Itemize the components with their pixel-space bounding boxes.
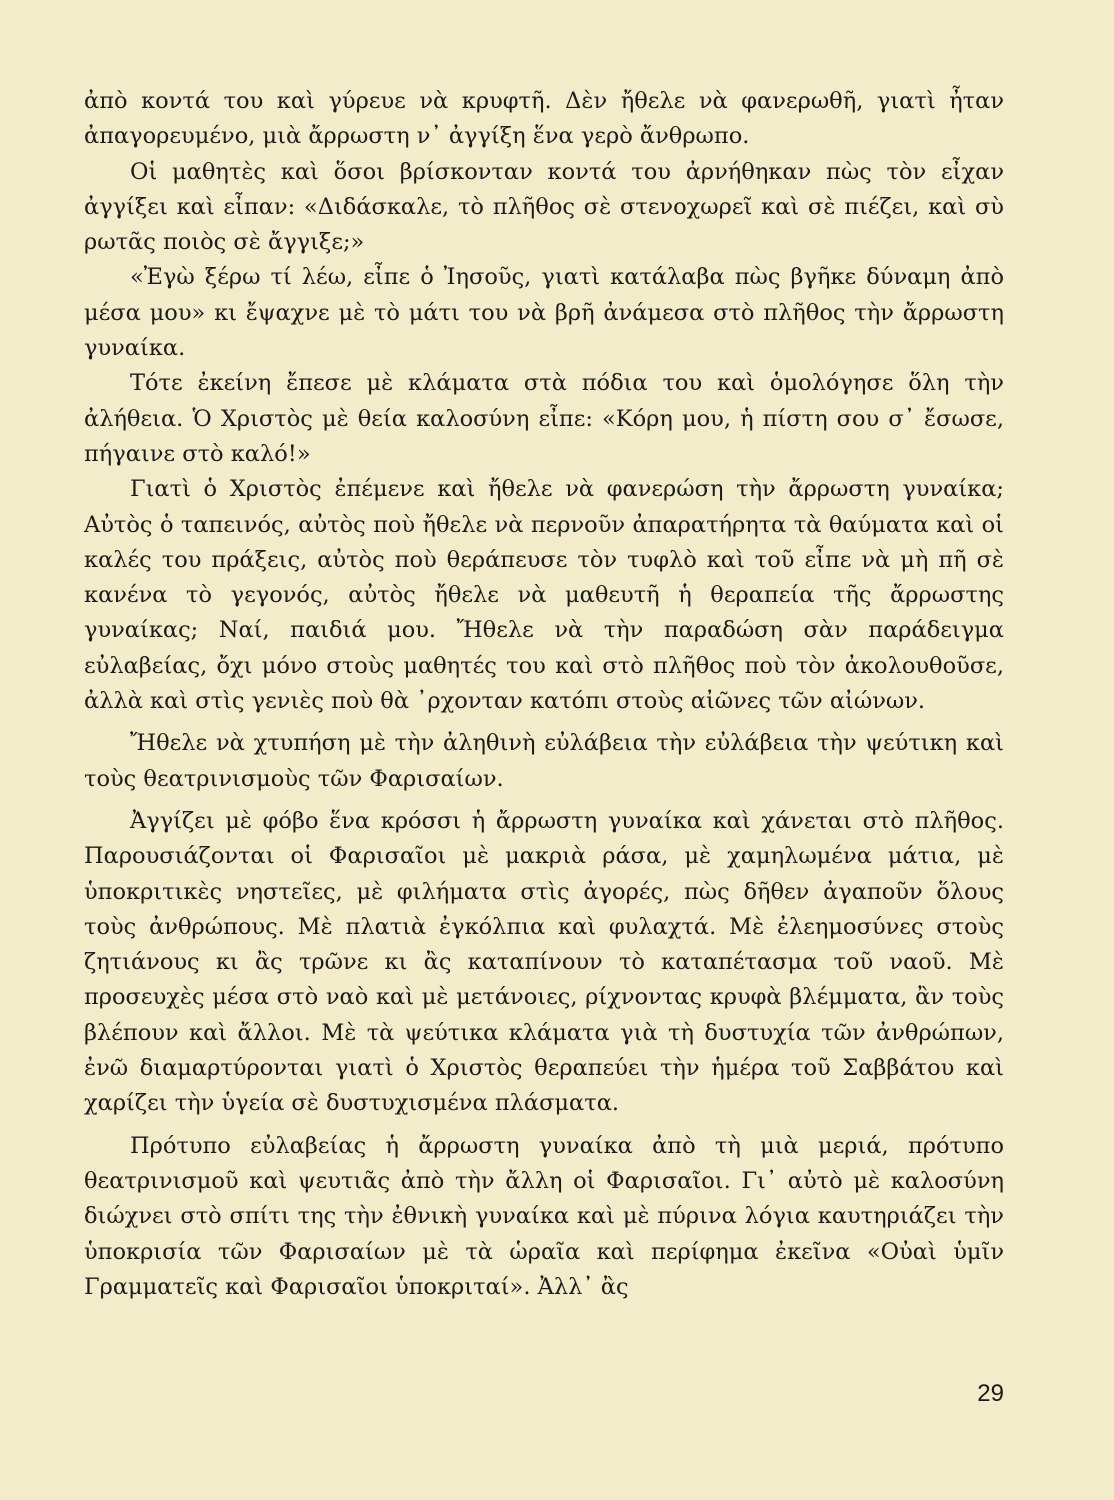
paragraph: Τότε ἐκείνη ἔπεσε μὲ κλάματα στὰ πόδια του καὶ ὁμολόγησε ὅλη τὴν ἀλήθεια. Ὁ Χριστὸς μὲ θεία καλοσύνη εἶπε: «Κόρη μου, ἡ πίστη σου σ᾽ ἔσωσε, πήγαινε στὸ καλό!» bbox=[84, 370, 1004, 467]
paragraph: «Ἐγὼ ξέρω τί λέω, εἶπε ὁ Ἰησοῦς, γιατὶ κατάλαβα πὼς βγῆκε δύναμη ἀπὸ μέσα μου» κι ἔψαχνε μὲ τὸ μάτι του νὰ βρῆ ἀνάμεσα στὸ πλῆθος τὴν ἄρρωστη γυναίκα. bbox=[84, 264, 1004, 362]
body-text bbox=[84, 84, 1004, 1305]
page-number: 29 bbox=[977, 1380, 1004, 1407]
paragraph: Ἀγγίζει μὲ φόβο ἕνα κρόσσι ἡ ἄρρωστη γυναίκα καὶ χάνεται στὸ πλῆθος. Παρουσιάζονται οἱ Φαρισαῖοι μὲ μακριὰ ράσα, μὲ χαμηλωμένα μάτια, μὲ ὑποκριτικὲς νηστεῖες, μὲ φιλήματα στὶς ἀγορές, πὼς δῆθεν ἀγαποῦν ὅλους τοὺς ἀνθρώπους. Μὲ πλατιὰ ἐγκόλπια καὶ φυλαχτά. Μὲ ἐλεημοσύνες στοὺς ζητιάνους κι ἂς τρῶνε κι ἂς καταπίνουν τὸ καταπέτασμα τοῦ ναοῦ. Μὲ προσευχὲς μέσα στὸ ναὸ καὶ μὲ μετάνοιες, ρίχνοντας κρυφὰ βλέμματα, ἂν τοὺς βλέπουν καὶ ἄλλοι. Μὲ τὰ ψεύτικα κλάματα γιὰ τὴ δυστυχία τῶν ἀνθρώπων, ἐνῶ διαμαρτύρονται γιατὶ ὁ Χριστὸς θεραπεύει τὴν ἡμέρα τοῦ Σαββάτου καὶ χαρίζει τὴν ὑγεία σὲ δυστυχισμένα πλάσματα. bbox=[84, 807, 1004, 1117]
paragraph: Οἱ μαθητὲς καὶ ὅσοι βρίσκονταν κοντά του ἀρνήθηκαν πὼς τὸν εἶχαν ἀγγίξει καὶ εἶπαν: «Διδάσκαλε, τὸ πλῆθος σὲ στενοχωρεῖ καὶ σὲ πιέζει, καὶ σὺ ρωτᾶς ποιὸς σὲ ἄγγιξε;» bbox=[84, 158, 1004, 256]
paragraph: Ἤθελε νὰ χτυπήση μὲ τὴν ἀληθινὴ εὐλάβεια τὴν εὐλάβεια τὴν ψεύτικη καὶ τοὺς θεατρινισμοὺς τῶν Φαρισαίων. bbox=[84, 730, 1004, 792]
paragraph: Πρότυπο εὐλαβείας ἡ ἄρρωστη γυναίκα ἀπὸ τὴ μιὰ μεριά, πρότυπο θεατρινισμοῦ καὶ ψευτιᾶς ἀπὸ τὴν ἄλλη οἱ Φαρισαῖοι. Γι᾽ αὐτὸ μὲ καλοσύνη διώχνει στὸ σπίτι της τὴν ἐθνικὴ γυναίκα καὶ μὲ πύρινα λόγια καυτηριάζει τὴν ὑποκρισία τῶν Φαρισαίων μὲ τὰ ὡραῖα καὶ περίφημα ἐκεῖνα «Οὐαὶ ὑμῖν Γραμματεῖς καὶ Φαρισαῖοι ὑποκριταί». Ἀλλ᾽ ἂς bbox=[84, 1132, 1004, 1300]
paragraph: Γιατὶ ὁ Χριστὸς ἐπέμενε καὶ ἤθελε νὰ φανερώση τὴν ἄρρωστη γυναίκα; Αὐτὸς ὁ ταπεινός, αὐτὸς ποὺ ἤθελε νὰ περνοῦν ἀπαρατήρητα τὰ θαύματα καὶ οἱ καλές του πράξεις, αὐτὸς ποὺ θεράπευσε τὸν τυφλὸ καὶ τοῦ εἶπε νὰ μὴ πῆ σὲ κανένα τὸ γεγονός, αὐτὸς ἤθελε νὰ μαθευτῆ ἡ θεραπεία τῆς ἄρρωστης γυναίκας; Ναί, παιδιά μου. Ἤθελε νὰ τὴν παραδώση σὰν παράδειγμα εὐλαβείας, ὄχι μόνο στοὺς μαθητές του καὶ στὸ πλῆθος ποὺ τὸν ἀκολουθοῦσε, ἀλλὰ καὶ στὶς γενιὲς ποὺ θὰ ᾽ρχονταν κατόπι στοὺς αἰῶνες τῶν αἰώνων. bbox=[84, 476, 1004, 715]
paragraph: ἀπὸ κοντά του καὶ γύρευε νὰ κρυφτῆ. Δὲν ἤθελε νὰ φανερωθῆ, γιατὶ ἦταν ἀπαγορευμένο, μιὰ ἄρρωστη ν᾽ ἀγγίξη ἕνα γερὸ ἄνθρωπο. bbox=[84, 88, 1004, 150]
